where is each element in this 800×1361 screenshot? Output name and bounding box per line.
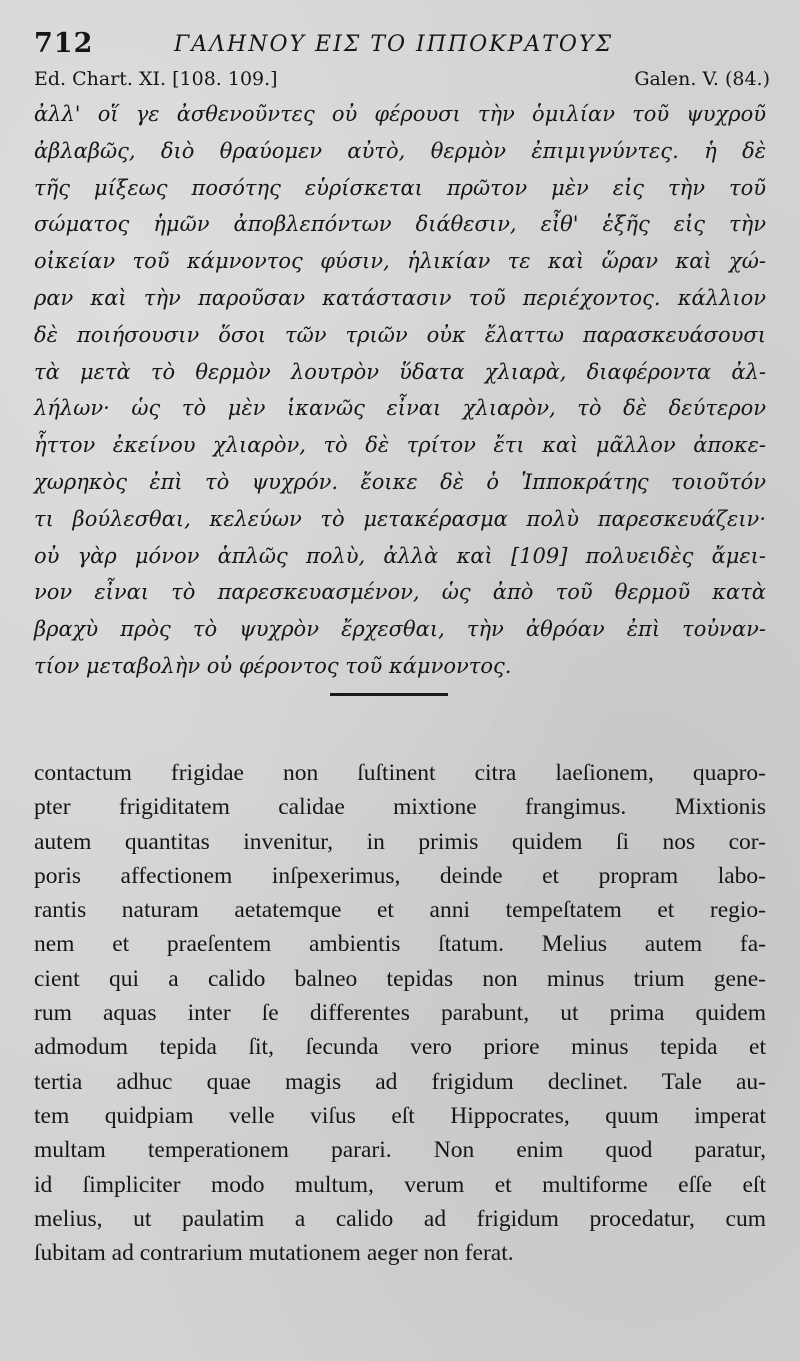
latin-text-block [34, 756, 766, 1270]
greek-text-line: οἰκείαν τοῦ κάμνοντος φύσιν, ἡλικίαν τε καὶ ὥραν καὶ χώ- [34, 249, 766, 274]
latin-text-line: rantis naturam aetatemque et anni tempeſtatem et regio- [34, 897, 766, 924]
latin-text-line: multam temperationem parari. Non enim quod paratur, [34, 1137, 766, 1164]
greek-text-block [34, 96, 766, 685]
greek-text-line: τίον μεταβολὴν οὐ φέροντος τοῦ κάμνοντος. [34, 653, 512, 678]
latin-text-line: ſubitam ad contrarium mutationem aeger non ferat. [34, 1240, 514, 1267]
latin-text-line: pter frigiditatem calidae mixtione frangimus. Mixtionis [34, 794, 766, 821]
latin-text-line: cient qui a calido balneo tepidas non minus trium gene- [34, 965, 766, 992]
latin-text-line: tem quidpiam velle viſus eſt Hippocrates, quum imperat [34, 1102, 766, 1129]
section-divider [330, 693, 448, 696]
greek-text-line: βραχὺ πρὸς τὸ ψυχρὸν ἔρχεσθαι, τὴν ἀθρόαν ἐπὶ τοὐναν- [34, 617, 766, 642]
latin-text-line: autem quantitas invenitur, in primis quidem ſi nos cor- [34, 828, 766, 855]
greek-text-line: χωρηκὸς ἐπὶ τὸ ψυχρόν. ἔοικε δὲ ὁ Ἱπποκράτης τοιοῦτόν [34, 469, 766, 494]
galen-ref: Galen. V. (84.) [634, 68, 770, 90]
greek-text-line: οὐ γὰρ μόνον ἁπλῶς πολὺ, ἀλλὰ καὶ [109] πολυειδὲς ἄμει- [34, 543, 766, 568]
greek-text-line: ἀβλαβῶς, διὸ θραύομεν αὐτὸ, θερμὸν ἐπιμιγνύντες. ἡ δὲ [34, 138, 766, 163]
page-header [34, 28, 770, 62]
greek-text-line: ἧττον ἐκείνου χλιαρὸν, τὸ δὲ τρίτον ἔτι καὶ μᾶλλον ἀποκε- [34, 433, 766, 458]
greek-text-line: ραν καὶ τὴν παροῦσαν κατάστασιν τοῦ περιέχοντος. κάλλιον [34, 285, 766, 310]
greek-text-line: σώματος ἡμῶν ἀποβλεπόντων διάθεσιν, εἶθ' ἑξῆς εἰς τὴν [34, 212, 766, 237]
edition-ref: Ed. Chart. XI. [108. 109.] [34, 68, 278, 90]
greek-text-line: νον εἶναι τὸ παρεσκευασμένον, ὡς ἀπὸ τοῦ θερμοῦ κατὰ [34, 580, 766, 605]
latin-text-line: id ſimpliciter modo multum, verum et multiforme eſſe eſt [34, 1171, 766, 1198]
greek-text-line: ἀλλ' οἵ γε ἀσθενοῦντες οὐ φέρουσι τὴν ὁμιλίαν τοῦ ψυχροῦ [34, 102, 766, 126]
latin-text-line: poris affectionem inſpexerimus, deinde et propram labo- [34, 862, 766, 889]
page-number: 712 [34, 28, 94, 59]
latin-text-line: contactum frigidae non ſuſtinent citra laeſionem, quapro- [34, 760, 766, 786]
latin-text-line: admodum tepida ſit, ſecunda vero priore minus tepida et [34, 1034, 766, 1061]
greek-text-line: λήλων· ὡς τὸ μὲν ἱκανῶς εἶναι χλιαρὸν, τὸ δὲ δεύτερον [34, 396, 766, 421]
greek-text-line: τῆς μίξεως ποσότης εὑρίσκεται πρῶτον μὲν εἰς τὴν τοῦ [34, 175, 766, 200]
latin-text-line: melius, ut paulatim a calido ad frigidum procedatur, cum [34, 1205, 766, 1232]
greek-text-line: τι βούλεσθαι, κελεύων τὸ μετακέρασμα πολὺ παρεσκευάζειν· [34, 506, 766, 531]
running-title: ΓΑΛΗΝΟΥ ΕΙΣ ΤΟ ΙΠΠΟΚΡΑΤΟΥΣ [174, 32, 614, 57]
latin-text-line: tertia adhuc quae magis ad frigidum declinet. Tale au- [34, 1068, 766, 1095]
latin-text-line: nem et praeſentem ambientis ſtatum. Melius autem fa- [34, 931, 766, 958]
greek-text-line: δὲ ποιήσουσιν ὅσοι τῶν τριῶν οὐκ ἔλαττω παρασκευάσουσι [34, 322, 766, 347]
latin-text-line: rum aquas inter ſe differentes parabunt, ut prima quidem [34, 1000, 766, 1027]
greek-text-line: τὰ μετὰ τὸ θερμὸν λουτρὸν ὕδατα χλιαρὰ, διαφέροντα ἀλ- [34, 359, 766, 384]
edition-reference-line [34, 68, 770, 94]
